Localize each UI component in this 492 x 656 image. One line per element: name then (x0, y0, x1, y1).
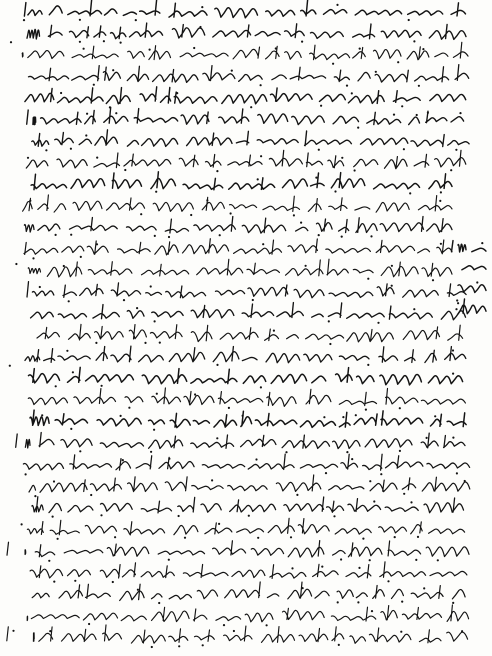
ink-dot (456, 472, 458, 474)
ink-dot (457, 302, 459, 304)
ink-dot (45, 149, 47, 151)
ink-dot (85, 134, 87, 136)
ink-dot (342, 416, 344, 418)
ink-dot (53, 581, 55, 583)
ink-dot (120, 415, 122, 417)
main-line (32, 582, 465, 604)
ink-dot (219, 234, 221, 236)
ink-dot (74, 580, 76, 582)
ink-dot (461, 630, 463, 632)
ink-dot (455, 149, 457, 151)
ink-dot (387, 580, 389, 582)
ink-dot (70, 428, 72, 430)
ink-dot (80, 256, 82, 258)
ink-stroke (30, 562, 467, 579)
ink-dot (260, 386, 262, 388)
ink-dot (464, 480, 466, 482)
ink-dot (216, 364, 218, 366)
ink-dot (377, 322, 379, 324)
margin-line (457, 299, 486, 314)
ink-dot (150, 451, 152, 453)
ink-dot (193, 47, 195, 49)
ink-stroke (32, 582, 465, 601)
ink-stroke (24, 0, 465, 18)
ink-dot (415, 559, 417, 561)
ink-dot (273, 330, 275, 332)
ink-dot (257, 178, 259, 180)
ink-dot (296, 494, 298, 496)
ink-dot (88, 623, 90, 625)
ink-dot (399, 450, 401, 452)
ink-dot (401, 601, 403, 603)
ink-dot (455, 308, 457, 310)
ink-stroke (25, 87, 466, 104)
ink-dot (218, 523, 220, 525)
ink-dot (144, 342, 146, 344)
ink-dot (128, 407, 130, 409)
ink-dot (371, 610, 373, 612)
margin-line (458, 281, 486, 292)
ink-dot (101, 385, 103, 387)
ink-dot (315, 177, 317, 179)
ink-dot (397, 61, 399, 63)
ink-dot (155, 191, 157, 193)
ink-dot (318, 149, 320, 151)
ink-dot (70, 148, 72, 150)
ink-dot (206, 199, 208, 201)
ink-dot (96, 157, 98, 159)
ink-dot (194, 393, 196, 395)
ink-dot (452, 373, 454, 375)
ink-dot (10, 41, 12, 43)
ink-dot (216, 437, 218, 439)
ink-dot (190, 214, 192, 216)
ink-dot (23, 19, 25, 21)
ink-dot (68, 300, 70, 302)
ink-stroke (32, 130, 469, 147)
ink-dot (136, 307, 138, 309)
ink-dot (427, 112, 429, 114)
ink-dot (34, 495, 36, 497)
ink-dot (79, 450, 81, 452)
ink-dot (408, 19, 410, 21)
ink-dot (333, 515, 335, 517)
ink-dot (103, 40, 105, 42)
ink-dot (79, 19, 81, 21)
ink-dot (27, 157, 29, 159)
ink-dot (228, 407, 230, 409)
ink-dot (39, 286, 41, 288)
ink-dot (416, 114, 418, 116)
ink-dot (199, 26, 201, 28)
ink-dot (337, 601, 339, 603)
ink-dot (178, 645, 180, 647)
ink-dot (53, 480, 55, 482)
ink-dot (233, 630, 235, 632)
main-line (31, 172, 452, 195)
ink-dot (354, 169, 356, 171)
ink-dot (63, 265, 65, 267)
main-line (24, 217, 452, 239)
ink-dot (459, 112, 461, 114)
ink-dot (154, 235, 156, 237)
right-margin-note (452, 241, 487, 314)
ink-dot (362, 538, 364, 540)
ink-dot (452, 602, 454, 604)
ink-dot (124, 169, 126, 171)
ink-dot (403, 493, 405, 495)
ink-dot (393, 114, 395, 116)
ink-dot (231, 70, 233, 72)
main-line (26, 150, 466, 172)
ink-dot (135, 19, 137, 21)
ink-dot (55, 234, 57, 236)
ink-stroke (7, 625, 468, 643)
ink-stroke (29, 367, 463, 385)
ink-dot (341, 236, 343, 238)
ink-dot (202, 644, 204, 646)
ink-dot (401, 105, 403, 107)
ink-dot (120, 42, 122, 44)
ink-dot (72, 371, 74, 373)
ink-dot (83, 48, 85, 50)
main-line (37, 324, 463, 345)
margin-line (462, 266, 486, 270)
ink-dot (410, 501, 412, 503)
ink-dot (21, 523, 23, 525)
ink-dot (151, 646, 153, 648)
ink-stroke (28, 388, 465, 406)
ink-dot (211, 479, 213, 481)
ink-dot (115, 112, 117, 114)
ink-dot (346, 85, 348, 87)
ink-dot (49, 630, 51, 632)
ink-dot (159, 342, 161, 344)
ink-stroke (31, 303, 466, 320)
ink-dot (9, 365, 11, 367)
main-line (7, 625, 468, 648)
ink-dot (223, 624, 225, 626)
ink-dot (60, 92, 62, 94)
ink-dot (95, 342, 97, 344)
ink-dot (100, 514, 102, 516)
ink-dot (12, 630, 14, 632)
main-line (22, 42, 468, 65)
ink-dot (341, 157, 343, 159)
main-line (9, 346, 466, 367)
ink-dot (262, 243, 264, 245)
ink-dot (248, 515, 250, 517)
ink-dot (266, 624, 268, 626)
ink-dot (422, 48, 424, 50)
ink-dot (230, 212, 232, 214)
ink-dot (391, 285, 393, 287)
main-line (25, 87, 466, 109)
main-line (31, 303, 466, 324)
ink-dot (156, 393, 158, 395)
ink-dot (301, 41, 303, 43)
ink-stroke (24, 239, 452, 255)
ink-stroke (462, 266, 486, 270)
ink-dot (201, 6, 203, 8)
ink-dot (153, 429, 155, 431)
ink-dot (367, 364, 369, 366)
ink-stroke (27, 605, 468, 622)
ink-stroke (37, 324, 463, 342)
ink-dot (168, 236, 170, 238)
ink-dot (400, 631, 402, 633)
ink-dot (15, 263, 17, 265)
ink-dot (369, 480, 371, 482)
ink-dot (300, 222, 302, 224)
ink-dot (275, 47, 277, 49)
ink-dot (25, 473, 27, 475)
ink-dot (369, 559, 371, 561)
ink-dot (321, 566, 323, 568)
ink-dot (391, 265, 393, 267)
ink-stroke (32, 497, 464, 513)
ink-dot (357, 127, 359, 129)
ink-dot (29, 200, 31, 202)
main-line (30, 562, 467, 583)
ink-dot (112, 69, 114, 71)
ink-dot (413, 308, 415, 310)
ink-dot (481, 242, 483, 244)
ink-stroke (30, 410, 466, 428)
ink-stroke (24, 217, 452, 234)
ink-dot (452, 349, 454, 351)
ink-dot (365, 409, 367, 411)
ink-dot (336, 4, 338, 6)
main-text-block (7, 0, 470, 648)
ink-dot (70, 234, 72, 236)
ink-dot (346, 451, 348, 453)
ink-stroke (29, 65, 469, 83)
ink-dot (86, 113, 88, 115)
ink-dot (41, 414, 43, 416)
ink-dot (328, 320, 330, 322)
ink-dot (351, 458, 353, 460)
main-line (7, 541, 469, 562)
ink-dot (403, 148, 405, 150)
main-line (23, 0, 466, 21)
main-line (27, 107, 464, 128)
ink-stroke (26, 150, 466, 168)
ink-dot (373, 500, 375, 502)
ink-dot (112, 581, 114, 583)
ink-dot (48, 560, 50, 562)
ink-dot (260, 155, 262, 157)
ink-stroke (29, 475, 470, 492)
ink-dot (93, 84, 95, 86)
ink-dot (318, 234, 320, 236)
ink-dot (332, 63, 334, 65)
ink-dot (79, 41, 81, 43)
ink-dot (357, 601, 359, 603)
ink-stroke (22, 42, 468, 60)
ink-dot (440, 243, 442, 245)
ink-dot (216, 170, 218, 172)
ink-dot (439, 200, 441, 202)
ink-dot (140, 213, 142, 215)
ink-dot (409, 192, 411, 194)
ink-dot (123, 299, 125, 301)
ink-dot (423, 587, 425, 589)
ink-dot (285, 451, 287, 453)
ink-dot (440, 191, 442, 193)
ink-dot (255, 458, 257, 460)
ink-dot (355, 414, 357, 416)
ink-dot (122, 459, 124, 461)
ink-dot (323, 416, 325, 418)
ink-dot (380, 473, 382, 475)
ink-dot (340, 558, 342, 560)
ink-stroke (27, 23, 466, 39)
ink-stroke (27, 518, 464, 535)
ink-dot (176, 92, 178, 94)
ink-dot (291, 567, 293, 569)
ink-stroke (23, 454, 469, 470)
ink-stroke (7, 541, 469, 558)
ink-stroke (27, 107, 464, 124)
ink-dot (293, 214, 295, 216)
main-line (29, 475, 470, 497)
ink-dot (250, 106, 252, 108)
ink-dot (359, 48, 361, 50)
ink-dot (257, 537, 259, 539)
ink-dot (417, 536, 419, 538)
ink-dot (168, 458, 170, 460)
ink-dot (418, 85, 420, 87)
ink-dot (437, 559, 439, 561)
ink-stroke (16, 433, 465, 449)
ink-dot (394, 536, 396, 538)
ink-dot (351, 92, 353, 94)
ink-dot (305, 265, 307, 267)
ink-dot (456, 299, 458, 301)
ink-dot (426, 437, 428, 439)
ink-stroke (28, 259, 452, 277)
main-line (29, 65, 469, 87)
ink-dot (52, 516, 54, 518)
ink-dot (338, 644, 340, 646)
ink-dot (302, 587, 304, 589)
ink-dot (252, 299, 254, 301)
ink-dot (137, 589, 139, 591)
ink-dot (290, 536, 292, 538)
ink-dot (242, 415, 244, 417)
ink-dot (158, 602, 160, 604)
main-line (24, 239, 452, 260)
ink-dot (184, 537, 186, 539)
ink-dot (55, 385, 57, 387)
ink-dot (476, 281, 478, 283)
main-line (10, 23, 466, 44)
main-line (21, 518, 465, 540)
ink-dot (325, 472, 327, 474)
main-line (27, 282, 466, 303)
ink-dot (329, 343, 331, 345)
ink-dot (370, 235, 372, 237)
ink-dot (432, 279, 434, 281)
ink-stroke (25, 346, 466, 363)
ink-dot (57, 538, 59, 540)
main-line (29, 367, 463, 388)
main-line (27, 605, 468, 626)
ink-dot (150, 285, 152, 287)
ink-stroke (452, 241, 487, 252)
ink-dot (450, 169, 452, 171)
margin-line (452, 241, 487, 252)
main-line (28, 388, 465, 411)
ink-dot (178, 515, 180, 517)
ink-dot (154, 320, 156, 322)
main-line (15, 259, 452, 281)
main-line (23, 454, 469, 475)
ink-dot (320, 105, 322, 107)
ink-dot (413, 40, 415, 42)
ink-dot (334, 190, 336, 192)
main-line (16, 433, 465, 454)
ink-dot (399, 407, 401, 409)
ink-dot (90, 494, 92, 496)
ink-dot (434, 415, 436, 417)
ink-dot (452, 437, 454, 439)
ink-stroke (31, 172, 452, 190)
ink-stroke (23, 195, 452, 212)
ink-dot (32, 257, 34, 259)
ink-dot (66, 350, 68, 352)
main-line (32, 130, 469, 152)
ink-dot (375, 71, 377, 73)
ink-stroke (27, 282, 466, 298)
ink-dot (367, 278, 369, 280)
main-line (32, 497, 464, 518)
ink-dot (114, 536, 116, 538)
main-line (23, 195, 452, 217)
ink-dot (168, 559, 170, 561)
ink-dot (149, 49, 151, 51)
ink-dot (96, 243, 98, 245)
main-line (30, 410, 466, 431)
ink-dot (358, 567, 360, 569)
ink-dot (260, 84, 262, 86)
